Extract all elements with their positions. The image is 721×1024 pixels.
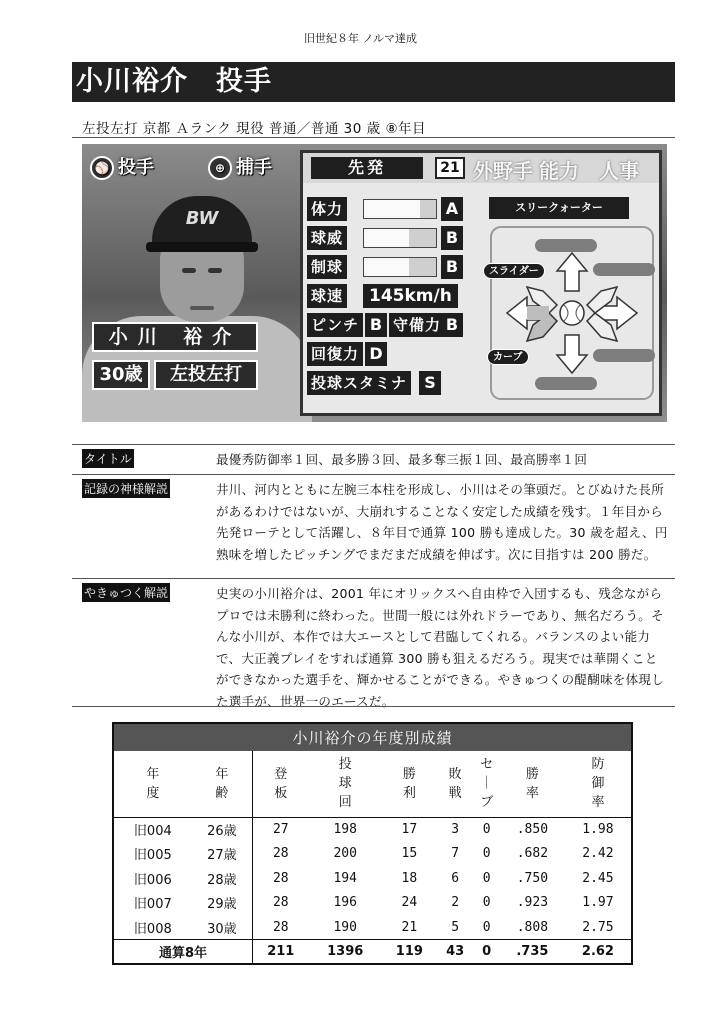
table-cell: 0 — [482, 870, 491, 886]
table-cell: 旧006 — [133, 872, 172, 888]
page-header: 旧世紀８年 ノルマ達成 — [303, 32, 418, 45]
table-cell: 旧008 — [133, 921, 172, 937]
hand-plate: 左投左打 — [154, 360, 258, 390]
desc-yakyutsuku-text: 史実の小川裕介は、2001 年にオリックスへ自由枠で入団するも、残念ながらプロでは未勝利に終わった。世間一般には外れドラーであり、無名だろう。そんな小川が、本作では大エースとして君臨してくれる。バランスのよい能力で、大正義プレイをすれば通算 300 勝も狙えるだろう。現実では華開くことができなかった選手を、輝かせることができる。やきゅつくの醍醐味を体現した選手が、世界一のエースだ。 — [216, 586, 665, 709]
desc-record-label: 記録の神様解説 — [82, 479, 170, 498]
slider-level — [527, 306, 549, 320]
tab-ability: 能力 — [539, 159, 579, 183]
stat-power-bar — [363, 228, 437, 248]
table-header-row — [113, 751, 632, 817]
table-total-cell: 211 — [253, 940, 309, 964]
table-cell: .850 — [516, 822, 549, 837]
table-cell: 27歳 — [207, 848, 237, 864]
table-header-cell: 勝 利 — [382, 751, 437, 817]
table-cell: 28歳 — [207, 872, 237, 888]
mask-icon: ⊕ — [208, 156, 232, 180]
stat-power-label: 球威 — [307, 226, 347, 250]
left-eye — [182, 268, 196, 273]
stat-defense-label: 守備力 — [389, 313, 445, 337]
stat-speed-value: 145km/h — [363, 284, 458, 308]
delivery-style: スリークォーター — [489, 197, 629, 219]
table-cell: 5 — [451, 919, 460, 935]
table-cell: 2.75 — [582, 919, 614, 935]
ball-icon — [560, 301, 584, 325]
tab-personnel: 人事 — [599, 159, 639, 183]
pitch-slot-up — [535, 239, 597, 252]
tab-outfield: 外野手 — [473, 159, 533, 183]
table-cell: 0 — [482, 846, 491, 862]
table-total-cell: 119 — [382, 940, 437, 964]
table-total-cell: 2.62 — [565, 940, 632, 964]
table-cell: 0 — [482, 822, 491, 837]
table-row — [113, 891, 632, 916]
table-header-cell: 敗 戦 — [437, 751, 474, 817]
table-cell: 6 — [451, 870, 460, 886]
table-cell: 0 — [482, 919, 491, 935]
table-header-cell: セ ｜ ブ — [474, 751, 500, 817]
table-cell: 30歳 — [207, 921, 237, 937]
table-cell: 29歳 — [207, 897, 237, 913]
stat-control-bar — [363, 257, 437, 277]
table-header-cell: 年 齢 — [192, 751, 253, 817]
cap — [152, 196, 252, 248]
table-total-cell: 43 — [437, 940, 474, 964]
table-cell: 27 — [253, 817, 309, 842]
table-row — [113, 915, 632, 940]
table-cell: .682 — [516, 846, 549, 862]
table-cell: 1.98 — [582, 822, 614, 837]
table-header-cell: 防 御 率 — [565, 751, 632, 817]
stat-recovery-grade: D — [365, 342, 387, 366]
pitch-slot-downright — [593, 349, 655, 362]
desc-titles-text: 最優秀防御率１回、最多勝３回、最多奪三振１回、最高勝率１回 — [216, 452, 588, 467]
table-cell: 28 — [253, 915, 309, 940]
stat-control-grade: B — [441, 255, 463, 279]
stat-power-grade: B — [441, 226, 463, 250]
table-header-cell: 投 球 回 — [309, 751, 382, 817]
table-cell: .750 — [516, 870, 549, 886]
player-profile: 左投左打 京都 Ａランク 現役 普通／普通 30 歳 ⑧年目 — [82, 121, 427, 137]
stat-pinch-label: ピンチ — [307, 313, 363, 337]
table-header-cell: 登 板 — [253, 751, 309, 817]
table-cell: 1.97 — [582, 895, 614, 911]
table-cell: 24 — [401, 895, 418, 911]
desc-record — [72, 474, 675, 578]
desc-record-text: 井川、河内とともに左腕三本柱を形成し、小川はその筆頭だ。とびぬけた長所があるわけではないが、大崩れすることなく安定した成績を残す。１年目から先発ローテとして活躍し、８年目で通算 100 勝も達成した。30 歳を超え、円熟味を増したピッチングでまだまだ成績を伸ばす。次に目指すは 200 勝だ。 — [216, 482, 668, 562]
table-cell: 26歳 — [207, 824, 237, 839]
table-cell: 7 — [451, 846, 460, 862]
game-screenshot — [82, 144, 667, 422]
table-total-cell: 1396 — [309, 940, 382, 964]
stat-stamina-bar — [363, 199, 437, 219]
mouth — [190, 306, 214, 310]
desc-titles — [72, 444, 675, 472]
stat-pinch-grade: B — [365, 313, 387, 337]
table-cell: .808 — [516, 919, 549, 935]
stat-stamina-label: 体力 — [307, 197, 347, 221]
tab-catcher — [208, 154, 272, 182]
player-title: 小川裕介 投手 — [72, 62, 675, 102]
stat-stamina-fill — [364, 200, 420, 218]
stat-control-fill — [364, 258, 409, 276]
table-row — [113, 842, 632, 867]
table-cell: 17 — [401, 822, 418, 837]
table-cell: 旧005 — [133, 848, 172, 864]
player-nameplate: 小川 裕介 — [92, 322, 258, 352]
panel-header — [303, 153, 659, 183]
desc-titles-label: タイトル — [82, 449, 134, 468]
table-cell: 28 — [253, 891, 309, 916]
player-portrait — [142, 188, 262, 338]
cap-brim — [146, 242, 258, 252]
pitch-slider-label: スライダー — [483, 263, 545, 279]
table-cell: 2.45 — [582, 870, 614, 886]
table-cell: 190 — [333, 919, 357, 935]
table-total-cell: .735 — [500, 940, 565, 964]
table-cell: 旧007 — [133, 897, 172, 913]
tab-catcher-label: 捕手 — [236, 157, 272, 178]
table-cell: 198 — [333, 822, 357, 837]
yearly-stats-table — [112, 722, 633, 965]
stat-endurance-label: 投球スタミナ — [307, 371, 411, 395]
table-cell: 旧004 — [133, 824, 172, 839]
table-cell: 194 — [333, 870, 357, 886]
pitch-slot-down — [535, 377, 597, 390]
table-cell: 2.42 — [582, 846, 614, 862]
table-total-cell: 0 — [474, 940, 500, 964]
table-total-cell: 通算8年 — [113, 940, 253, 964]
role-badge: 先発 — [311, 157, 423, 179]
divider — [72, 137, 675, 138]
stat-recovery-label: 回復力 — [307, 342, 363, 366]
baseball-icon: ⚾ — [90, 156, 114, 180]
pitch-curve-label: カーブ — [487, 349, 529, 365]
arrow-up-icon — [557, 253, 587, 291]
stat-speed-label: 球速 — [307, 284, 347, 308]
table-cell: 200 — [333, 846, 357, 862]
arrow-down-icon — [557, 335, 587, 373]
tab-pitcher — [90, 154, 154, 182]
uniform-number: 21 — [435, 157, 465, 179]
table-caption: 小川裕介の年度別成績 — [113, 723, 632, 751]
table-cell: 0 — [482, 895, 491, 911]
pitch-slot-upright — [593, 263, 655, 276]
table-header-cell: 年 度 — [113, 751, 192, 817]
table-header-cell: 勝 率 — [500, 751, 565, 817]
desc-yakyutsuku-label: やきゅつく解説 — [82, 583, 170, 602]
stat-power-fill — [364, 229, 409, 247]
stat-control-label: 制球 — [307, 255, 347, 279]
age-plate: 30歳 — [92, 360, 150, 390]
table-cell: 18 — [401, 870, 418, 886]
table-total-row — [113, 940, 632, 964]
table-row — [113, 866, 632, 891]
stat-endurance-grade: S — [419, 371, 441, 395]
table-cell: 28 — [253, 866, 309, 891]
stat-stamina-grade: A — [441, 197, 463, 221]
tab-pitcher-label: 投手 — [118, 157, 154, 178]
table-body — [113, 817, 632, 940]
table-cell: 2 — [451, 895, 460, 911]
table-cell: 28 — [253, 842, 309, 867]
right-eye — [208, 268, 222, 273]
table-row — [113, 817, 632, 842]
table-cell: 15 — [401, 846, 418, 862]
desc-yakyutsuku — [72, 578, 675, 709]
cap-logo: BW — [185, 208, 219, 229]
table-cell: 3 — [451, 822, 460, 837]
stats-panel — [300, 150, 662, 416]
table-cell: 21 — [401, 919, 418, 935]
table-cell: 196 — [333, 895, 357, 911]
table-cell: .923 — [516, 895, 549, 911]
divider — [72, 706, 675, 707]
stat-defense-grade: B — [441, 313, 463, 337]
